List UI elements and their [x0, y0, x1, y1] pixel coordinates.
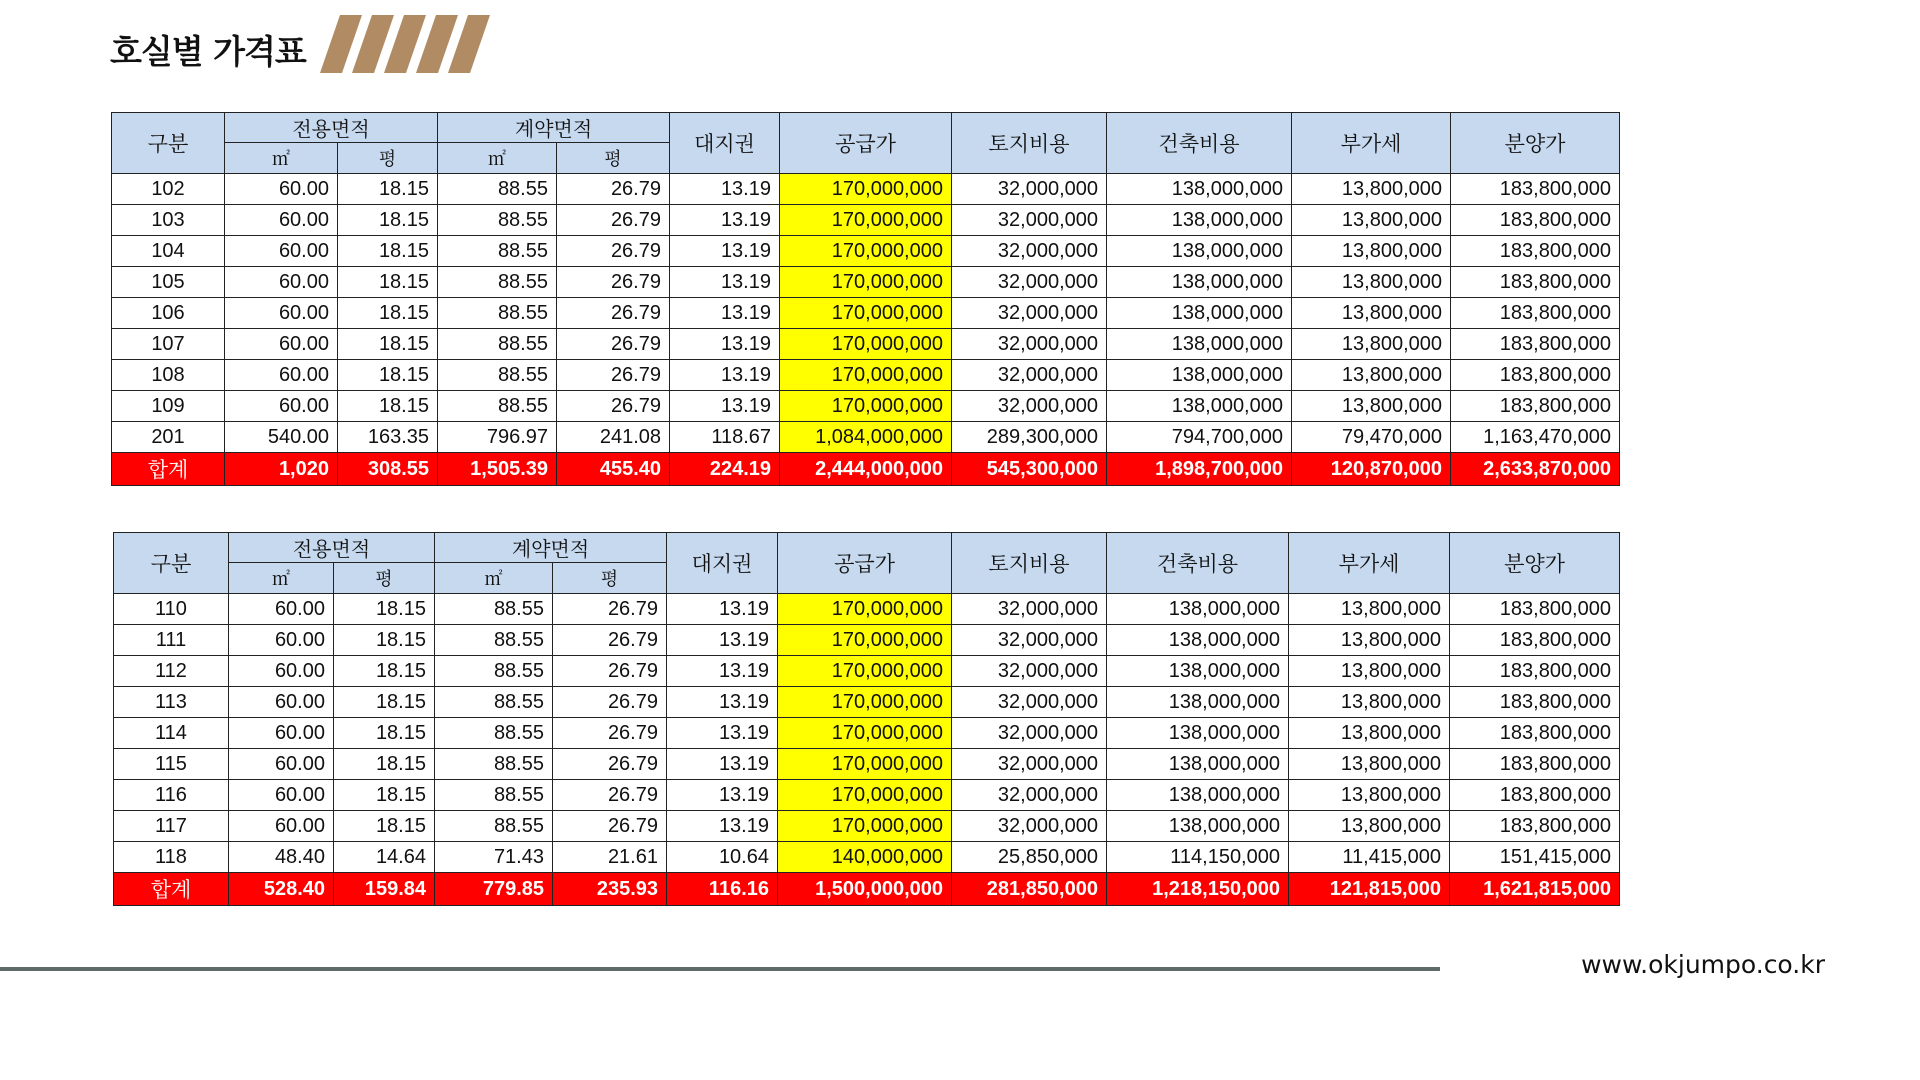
- cell-supply-price: 170,000,000: [778, 718, 952, 749]
- cell-room-number: 109: [112, 391, 225, 422]
- cell-construction-cost: 138,000,000: [1107, 687, 1289, 718]
- cell-room-number: 111: [114, 625, 229, 656]
- cell-sale-price: 151,415,000: [1450, 842, 1620, 873]
- cell-room-number: 104: [112, 236, 225, 267]
- cell-land-share: 13.19: [670, 267, 780, 298]
- cell-room-number: 108: [112, 360, 225, 391]
- cell-vat: 13,800,000: [1292, 236, 1451, 267]
- header-sale-price: 분양가: [1451, 113, 1620, 174]
- cell-sale-price: 183,800,000: [1450, 687, 1620, 718]
- price-table-1: [111, 112, 1620, 486]
- cell-land-cost: 32,000,000: [952, 687, 1107, 718]
- header-contract-area: 계약면적: [438, 113, 670, 143]
- cell-vat: 79,470,000: [1292, 422, 1451, 453]
- header-pyeong: 평: [553, 563, 667, 594]
- total-contract-sqm: 779.85: [435, 873, 553, 906]
- total-exclusive-sqm: 1,020: [225, 453, 338, 486]
- table-row: [114, 687, 1620, 718]
- header-pyeong: 평: [338, 143, 438, 174]
- cell-land-share: 13.19: [670, 205, 780, 236]
- cell-supply-price: 170,000,000: [778, 656, 952, 687]
- total-land-cost: 545,300,000: [952, 453, 1107, 486]
- cell-construction-cost: 138,000,000: [1107, 811, 1289, 842]
- cell-contract-pyeong: 26.79: [553, 718, 667, 749]
- table-row: [112, 236, 1620, 267]
- cell-contract-sqm: 88.55: [438, 391, 557, 422]
- cell-exclusive-sqm: 60.00: [229, 687, 334, 718]
- header-land-cost: 토지비용: [952, 533, 1107, 594]
- cell-contract-pyeong: 26.79: [553, 687, 667, 718]
- cell-land-share: 13.19: [667, 656, 778, 687]
- cell-contract-sqm: 88.55: [435, 625, 553, 656]
- cell-exclusive-pyeong: 18.15: [338, 360, 438, 391]
- cell-land-share: 10.64: [667, 842, 778, 873]
- cell-exclusive-sqm: 60.00: [225, 329, 338, 360]
- table-row: [114, 656, 1620, 687]
- cell-vat: 13,800,000: [1292, 360, 1451, 391]
- cell-sale-price: 183,800,000: [1451, 267, 1620, 298]
- total-construction-cost: 1,218,150,000: [1107, 873, 1289, 906]
- cell-room-number: 107: [112, 329, 225, 360]
- cell-vat: 13,800,000: [1289, 780, 1450, 811]
- cell-exclusive-sqm: 48.40: [229, 842, 334, 873]
- cell-construction-cost: 138,000,000: [1107, 718, 1289, 749]
- table-body: [112, 174, 1620, 486]
- cell-supply-price: 170,000,000: [778, 811, 952, 842]
- header-sqm: ㎡: [229, 563, 334, 594]
- header-vat: 부가세: [1292, 113, 1451, 174]
- cell-land-share: 13.19: [667, 749, 778, 780]
- header-supply-price: 공급가: [780, 113, 952, 174]
- cell-sale-price: 183,800,000: [1451, 236, 1620, 267]
- cell-supply-price: 170,000,000: [780, 298, 952, 329]
- cell-construction-cost: 138,000,000: [1107, 205, 1292, 236]
- cell-construction-cost: 138,000,000: [1107, 360, 1292, 391]
- total-vat: 121,815,000: [1289, 873, 1450, 906]
- cell-exclusive-pyeong: 18.15: [338, 236, 438, 267]
- cell-contract-pyeong: 21.61: [553, 842, 667, 873]
- cell-vat: 11,415,000: [1289, 842, 1450, 873]
- header-exclusive-area: 전용면적: [229, 533, 435, 563]
- cell-construction-cost: 138,000,000: [1107, 749, 1289, 780]
- cell-vat: 13,800,000: [1292, 329, 1451, 360]
- cell-exclusive-pyeong: 163.35: [338, 422, 438, 453]
- total-land-cost: 281,850,000: [952, 873, 1107, 906]
- cell-land-cost: 32,000,000: [952, 329, 1107, 360]
- header-category: 구분: [114, 533, 229, 594]
- total-label: 합계: [112, 453, 225, 486]
- cell-land-share: 13.19: [670, 174, 780, 205]
- cell-land-cost: 32,000,000: [952, 811, 1107, 842]
- cell-contract-sqm: 88.55: [435, 687, 553, 718]
- cell-land-cost: 32,000,000: [952, 594, 1107, 625]
- total-supply-price: 2,444,000,000: [780, 453, 952, 486]
- cell-supply-price: 170,000,000: [780, 174, 952, 205]
- cell-supply-price: 170,000,000: [780, 360, 952, 391]
- cell-sale-price: 183,800,000: [1451, 391, 1620, 422]
- cell-land-cost: 32,000,000: [952, 174, 1107, 205]
- table-row: [112, 267, 1620, 298]
- cell-vat: 13,800,000: [1289, 594, 1450, 625]
- cell-contract-sqm: 88.55: [438, 236, 557, 267]
- cell-land-share: 13.19: [667, 594, 778, 625]
- cell-exclusive-sqm: 60.00: [225, 205, 338, 236]
- header-sale-price: 분양가: [1450, 533, 1620, 594]
- cell-contract-pyeong: 26.79: [553, 811, 667, 842]
- total-row: [112, 453, 1620, 486]
- cell-exclusive-pyeong: 18.15: [334, 656, 435, 687]
- cell-land-cost: 32,000,000: [952, 749, 1107, 780]
- total-contract-pyeong: 235.93: [553, 873, 667, 906]
- cell-exclusive-sqm: 540.00: [225, 422, 338, 453]
- cell-land-share: 13.19: [667, 780, 778, 811]
- cell-construction-cost: 138,000,000: [1107, 780, 1289, 811]
- cell-construction-cost: 138,000,000: [1107, 236, 1292, 267]
- cell-construction-cost: 138,000,000: [1107, 625, 1289, 656]
- cell-supply-price: 170,000,000: [780, 329, 952, 360]
- cell-land-share: 118.67: [670, 422, 780, 453]
- cell-contract-pyeong: 26.79: [557, 236, 670, 267]
- cell-room-number: 116: [114, 780, 229, 811]
- cell-land-share: 13.19: [670, 391, 780, 422]
- cell-contract-sqm: 88.55: [438, 267, 557, 298]
- cell-exclusive-pyeong: 18.15: [338, 298, 438, 329]
- cell-exclusive-pyeong: 18.15: [338, 174, 438, 205]
- total-exclusive-sqm: 528.40: [229, 873, 334, 906]
- cell-construction-cost: 138,000,000: [1107, 267, 1292, 298]
- cell-sale-price: 183,800,000: [1450, 718, 1620, 749]
- page-title: 호실별 가격표: [110, 32, 306, 71]
- cell-contract-sqm: 796.97: [438, 422, 557, 453]
- cell-supply-price: 170,000,000: [778, 625, 952, 656]
- cell-room-number: 118: [114, 842, 229, 873]
- total-contract-pyeong: 455.40: [557, 453, 670, 486]
- cell-exclusive-sqm: 60.00: [229, 656, 334, 687]
- header-pyeong: 평: [334, 563, 435, 594]
- cell-supply-price: 170,000,000: [778, 749, 952, 780]
- cell-room-number: 117: [114, 811, 229, 842]
- cell-land-cost: 25,850,000: [952, 842, 1107, 873]
- cell-contract-sqm: 88.55: [435, 718, 553, 749]
- header-land-share: 대지권: [667, 533, 778, 594]
- cell-land-cost: 32,000,000: [952, 267, 1107, 298]
- cell-vat: 13,800,000: [1292, 205, 1451, 236]
- cell-contract-sqm: 88.55: [435, 811, 553, 842]
- header-contract-area: 계약면적: [435, 533, 667, 563]
- header-pyeong: 평: [557, 143, 670, 174]
- cell-room-number: 115: [114, 749, 229, 780]
- cell-exclusive-sqm: 60.00: [225, 174, 338, 205]
- cell-exclusive-pyeong: 18.15: [334, 718, 435, 749]
- cell-exclusive-sqm: 60.00: [225, 267, 338, 298]
- cell-land-cost: 289,300,000: [952, 422, 1107, 453]
- cell-vat: 13,800,000: [1292, 391, 1451, 422]
- cell-contract-pyeong: 26.79: [553, 594, 667, 625]
- cell-contract-pyeong: 26.79: [557, 391, 670, 422]
- cell-contract-pyeong: 26.79: [553, 749, 667, 780]
- cell-vat: 13,800,000: [1289, 687, 1450, 718]
- cell-contract-pyeong: 26.79: [553, 780, 667, 811]
- cell-sale-price: 183,800,000: [1451, 298, 1620, 329]
- cell-contract-sqm: 88.55: [435, 780, 553, 811]
- header-sqm: ㎡: [225, 143, 338, 174]
- cell-vat: 13,800,000: [1292, 298, 1451, 329]
- header-category: 구분: [112, 113, 225, 174]
- header-sqm: ㎡: [435, 563, 553, 594]
- cell-contract-pyeong: 26.79: [557, 360, 670, 391]
- cell-exclusive-sqm: 60.00: [229, 718, 334, 749]
- table-row: [112, 391, 1620, 422]
- cell-contract-pyeong: 26.79: [557, 205, 670, 236]
- cell-exclusive-sqm: 60.00: [229, 811, 334, 842]
- cell-vat: 13,800,000: [1289, 625, 1450, 656]
- header-vat: 부가세: [1289, 533, 1450, 594]
- cell-exclusive-sqm: 60.00: [225, 391, 338, 422]
- total-vat: 120,870,000: [1292, 453, 1451, 486]
- cell-sale-price: 1,163,470,000: [1451, 422, 1620, 453]
- cell-land-share: 13.19: [667, 811, 778, 842]
- cell-construction-cost: 138,000,000: [1107, 174, 1292, 205]
- cell-exclusive-sqm: 60.00: [229, 780, 334, 811]
- cell-supply-price: 140,000,000: [778, 842, 952, 873]
- total-exclusive-pyeong: 159.84: [334, 873, 435, 906]
- total-land-share: 224.19: [670, 453, 780, 486]
- cell-contract-sqm: 71.43: [435, 842, 553, 873]
- cell-construction-cost: 138,000,000: [1107, 298, 1292, 329]
- cell-contract-sqm: 88.55: [438, 360, 557, 391]
- header-construction-cost: 건축비용: [1107, 113, 1292, 174]
- cell-supply-price: 170,000,000: [780, 236, 952, 267]
- cell-vat: 13,800,000: [1289, 656, 1450, 687]
- cell-exclusive-pyeong: 18.15: [334, 625, 435, 656]
- cell-room-number: 201: [112, 422, 225, 453]
- cell-contract-sqm: 88.55: [438, 298, 557, 329]
- cell-exclusive-sqm: 60.00: [229, 749, 334, 780]
- total-row: [114, 873, 1620, 906]
- cell-vat: 13,800,000: [1292, 174, 1451, 205]
- cell-room-number: 114: [114, 718, 229, 749]
- cell-contract-pyeong: 26.79: [557, 267, 670, 298]
- cell-construction-cost: 114,150,000: [1107, 842, 1289, 873]
- slash-stripes-decoration: [320, 15, 490, 73]
- cell-sale-price: 183,800,000: [1450, 749, 1620, 780]
- table-row: [112, 205, 1620, 236]
- cell-exclusive-pyeong: 18.15: [334, 811, 435, 842]
- table-row: [112, 360, 1620, 391]
- total-land-share: 116.16: [667, 873, 778, 906]
- cell-contract-sqm: 88.55: [438, 329, 557, 360]
- cell-land-share: 13.19: [670, 298, 780, 329]
- total-exclusive-pyeong: 308.55: [338, 453, 438, 486]
- cell-construction-cost: 138,000,000: [1107, 329, 1292, 360]
- cell-construction-cost: 138,000,000: [1107, 391, 1292, 422]
- cell-supply-price: 1,084,000,000: [780, 422, 952, 453]
- table-row: [114, 625, 1620, 656]
- cell-exclusive-pyeong: 18.15: [338, 205, 438, 236]
- cell-contract-sqm: 88.55: [435, 749, 553, 780]
- cell-land-cost: 32,000,000: [952, 718, 1107, 749]
- total-supply-price: 1,500,000,000: [778, 873, 952, 906]
- cell-contract-sqm: 88.55: [438, 174, 557, 205]
- cell-room-number: 106: [112, 298, 225, 329]
- cell-supply-price: 170,000,000: [780, 391, 952, 422]
- cell-exclusive-pyeong: 18.15: [334, 780, 435, 811]
- cell-contract-sqm: 88.55: [435, 594, 553, 625]
- cell-sale-price: 183,800,000: [1451, 205, 1620, 236]
- cell-exclusive-pyeong: 18.15: [334, 594, 435, 625]
- cell-exclusive-sqm: 60.00: [229, 594, 334, 625]
- cell-sale-price: 183,800,000: [1451, 329, 1620, 360]
- cell-room-number: 112: [114, 656, 229, 687]
- cell-vat: 13,800,000: [1289, 811, 1450, 842]
- header-construction-cost: 건축비용: [1107, 533, 1289, 594]
- cell-land-share: 13.19: [667, 687, 778, 718]
- price-table-2: [113, 532, 1620, 906]
- cell-exclusive-sqm: 60.00: [225, 236, 338, 267]
- cell-exclusive-pyeong: 18.15: [338, 329, 438, 360]
- cell-land-cost: 32,000,000: [952, 360, 1107, 391]
- table-row: [112, 298, 1620, 329]
- cell-supply-price: 170,000,000: [778, 687, 952, 718]
- cell-room-number: 103: [112, 205, 225, 236]
- total-construction-cost: 1,898,700,000: [1107, 453, 1292, 486]
- cell-land-cost: 32,000,000: [952, 780, 1107, 811]
- cell-land-share: 13.19: [670, 360, 780, 391]
- cell-sale-price: 183,800,000: [1450, 594, 1620, 625]
- table-row: [114, 811, 1620, 842]
- cell-room-number: 110: [114, 594, 229, 625]
- cell-supply-price: 170,000,000: [780, 267, 952, 298]
- cell-exclusive-sqm: 60.00: [225, 360, 338, 391]
- cell-contract-pyeong: 241.08: [557, 422, 670, 453]
- cell-sale-price: 183,800,000: [1451, 174, 1620, 205]
- cell-vat: 13,800,000: [1289, 749, 1450, 780]
- cell-sale-price: 183,800,000: [1450, 625, 1620, 656]
- cell-land-cost: 32,000,000: [952, 205, 1107, 236]
- cell-exclusive-pyeong: 14.64: [334, 842, 435, 873]
- cell-exclusive-pyeong: 18.15: [334, 687, 435, 718]
- cell-contract-pyeong: 26.79: [557, 329, 670, 360]
- table-row: [114, 594, 1620, 625]
- cell-sale-price: 183,800,000: [1450, 780, 1620, 811]
- cell-sale-price: 183,800,000: [1450, 811, 1620, 842]
- cell-contract-sqm: 88.55: [435, 656, 553, 687]
- header-land-cost: 토지비용: [952, 113, 1107, 174]
- total-label: 합계: [114, 873, 229, 906]
- cell-exclusive-pyeong: 18.15: [338, 267, 438, 298]
- header-exclusive-area: 전용면적: [225, 113, 438, 143]
- cell-land-share: 13.19: [667, 718, 778, 749]
- cell-land-share: 13.19: [670, 236, 780, 267]
- cell-supply-price: 170,000,000: [780, 205, 952, 236]
- cell-exclusive-sqm: 60.00: [229, 625, 334, 656]
- cell-vat: 13,800,000: [1292, 267, 1451, 298]
- cell-land-share: 13.19: [667, 625, 778, 656]
- cell-contract-pyeong: 26.79: [553, 625, 667, 656]
- cell-vat: 13,800,000: [1289, 718, 1450, 749]
- cell-contract-pyeong: 26.79: [553, 656, 667, 687]
- table-body: [114, 594, 1620, 906]
- table-row: [114, 749, 1620, 780]
- cell-exclusive-pyeong: 18.15: [338, 391, 438, 422]
- table-row: [114, 842, 1620, 873]
- header-supply-price: 공급가: [778, 533, 952, 594]
- cell-land-cost: 32,000,000: [952, 298, 1107, 329]
- cell-room-number: 102: [112, 174, 225, 205]
- table-row: [114, 718, 1620, 749]
- cell-exclusive-sqm: 60.00: [225, 298, 338, 329]
- cell-contract-pyeong: 26.79: [557, 174, 670, 205]
- table-row: [112, 174, 1620, 205]
- cell-construction-cost: 138,000,000: [1107, 656, 1289, 687]
- cell-supply-price: 170,000,000: [778, 780, 952, 811]
- cell-land-cost: 32,000,000: [952, 236, 1107, 267]
- total-contract-sqm: 1,505.39: [438, 453, 557, 486]
- cell-room-number: 113: [114, 687, 229, 718]
- total-sale-price: 2,633,870,000: [1451, 453, 1620, 486]
- table-row: [112, 329, 1620, 360]
- cell-supply-price: 170,000,000: [778, 594, 952, 625]
- total-sale-price: 1,621,815,000: [1450, 873, 1620, 906]
- cell-land-cost: 32,000,000: [952, 625, 1107, 656]
- website-url: www.okjumpo.co.kr: [1581, 950, 1825, 979]
- table-row: [114, 780, 1620, 811]
- cell-sale-price: 183,800,000: [1450, 656, 1620, 687]
- cell-construction-cost: 138,000,000: [1107, 594, 1289, 625]
- cell-contract-sqm: 88.55: [438, 205, 557, 236]
- cell-land-share: 13.19: [670, 329, 780, 360]
- header-land-share: 대지권: [670, 113, 780, 174]
- table-row: [112, 422, 1620, 453]
- header-sqm: ㎡: [438, 143, 557, 174]
- cell-contract-pyeong: 26.79: [557, 298, 670, 329]
- cell-room-number: 105: [112, 267, 225, 298]
- cell-land-cost: 32,000,000: [952, 391, 1107, 422]
- cell-construction-cost: 794,700,000: [1107, 422, 1292, 453]
- footer-divider: [0, 967, 1440, 971]
- cell-sale-price: 183,800,000: [1451, 360, 1620, 391]
- cell-land-cost: 32,000,000: [952, 656, 1107, 687]
- cell-exclusive-pyeong: 18.15: [334, 749, 435, 780]
